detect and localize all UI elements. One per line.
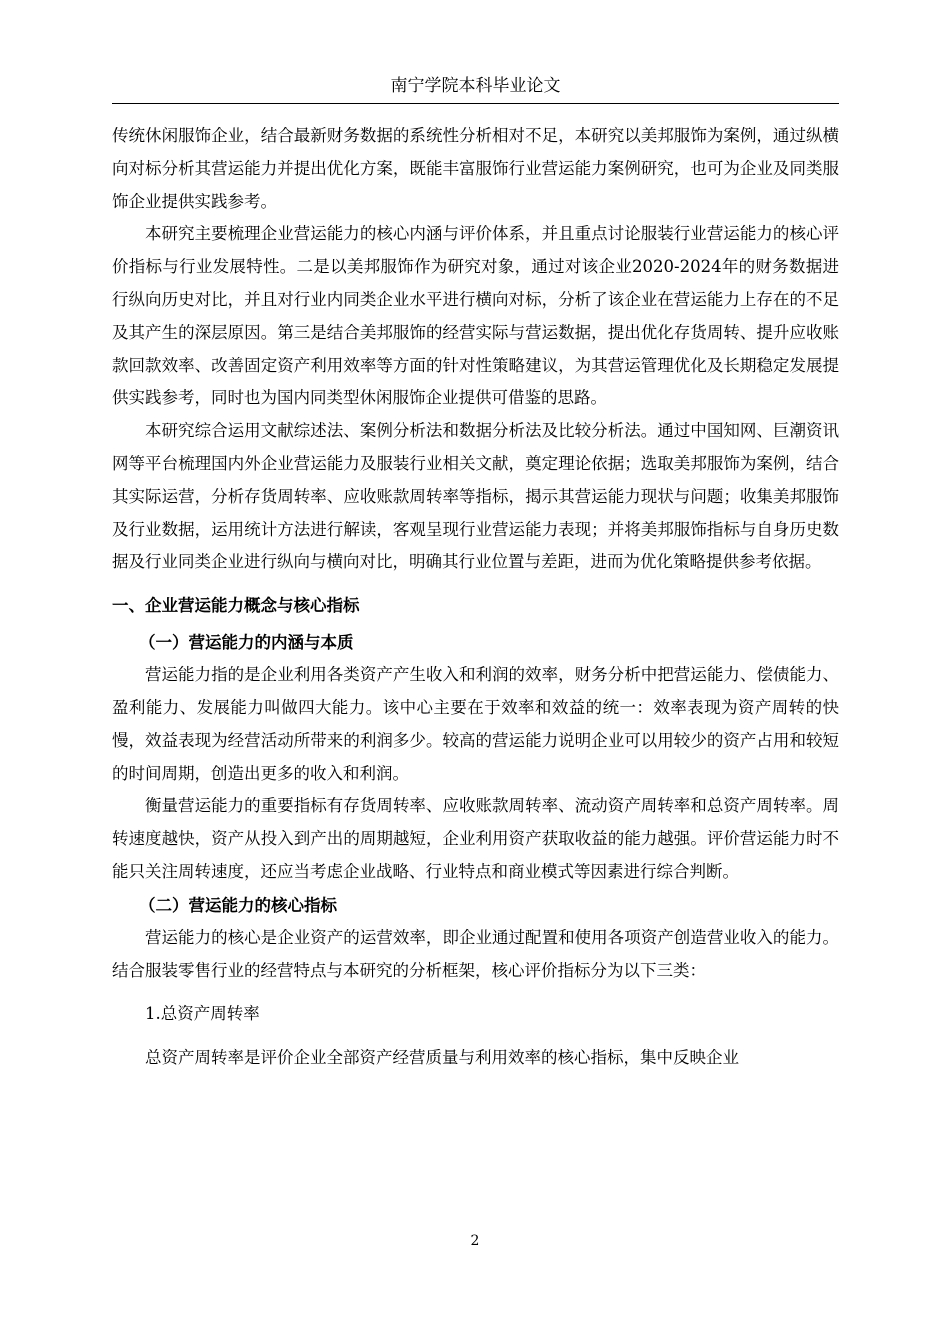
paragraph-core-indicators: 营运能力的核心是企业资产的运营效率，即企业通过配置和使用各项资产创造营业收入的能力。结合服装零售行业的经营特点与本研究的分析框架，核心评价指标分为以下三类：	[112, 927, 839, 980]
paragraph-total-asset-turnover: 总资产周转率是评价企业全部资产经营质量与利用效率的核心指标，集中反映企业	[145, 1048, 739, 1068]
page-header-title: 南宁学院本科毕业论文	[390, 76, 561, 96]
subsection-heading-core-indicators: （二）营运能力的核心指标	[139, 895, 337, 915]
paragraph-research-methods: 本研究综合运用文献综述法、案例分析法和数据分析法及比较分析法。通过中国知网、巨潮资讯网等平台梳理国内外企业营运能力及服装行业相关文献，奠定理论依据；选取美邦服饰为案例，结合其实际运营，分析存货周转率、应收账款周转率等指标，揭示其营运能力现状与问题；收集美邦服饰及行业数据，运用统计方法进行解读，客观呈现行业营运能力表现；并将美邦服饰指标与自身历史数据及行业同类企业进行纵向与横向对比，明确其行业位置与差距，进而为优化策略提供参考依据。	[112, 421, 839, 572]
paragraph-research-content: 本研究主要梳理企业营运能力的核心内涵与评价体系，并且重点讨论服装行业营运能力的核心评价指标与行业发展特性。二是以美邦服饰作为研究对象，通过对该企业2020-2024年的财务数据进行纵向历史对比，并且对行业内同类企业水平进行横向对标，分析了该企业在营运能力上存在的不足及其产生的深层原因。第三是结合美邦服饰的经营实际与营运数据，提出优化存货周转、提升应收账款回款效率、改善固定资产利用效率等方面的针对性策略建议，为其营运管理优化及长期稳定发展提供实践参考，同时也为国内同类型休闲服饰企业提供可借鉴的思路。	[112, 224, 839, 408]
document-body	[112, 120, 839, 1075]
paragraph-connotation: 营运能力指的是企业利用各类资产产生收入和利润的效率，财务分析中把营运能力、偿债能力、盈利能力、发展能力叫做四大能力。该中心主要在于效率和效益的统一：效率表现为资产周转的快慢，效益表现为经营活动所带来的利润多少。较高的营运能力说明企业可以用较少的资产占用和较短的时间周期，创造出更多的收入和利润。	[112, 665, 839, 783]
paragraph-measurement: 衡量营运能力的重要指标有存货周转率、应收账款周转率、流动资产周转率和总资产周转率。周转速度越快，资产从投入到产出的周期越短，企业利用资产获取收益的能力越强。评价营运能力时不能只关注周转速度，还应当考虑企业战略、行业特点和商业模式等因素进行综合判断。	[112, 796, 839, 881]
header-divider	[112, 103, 839, 104]
section-heading-1: 一、企业营运能力概念与核心指标	[112, 596, 360, 616]
subsection-heading-connotation: （一）营运能力的内涵与本质	[139, 633, 354, 653]
paragraph-continued: 传统休闲服饰企业，结合最新财务数据的系统性分析相对不足，本研究以美邦服饰为案例，通过纵横向对标分析其营运能力并提出优化方案，既能丰富服饰行业营运能力案例研究，也可为企业及同类服饰企业提供实践参考。	[112, 126, 839, 211]
page-number: 2	[470, 1233, 480, 1249]
list-item-total-asset-turnover: 1.总资产周转率	[145, 1004, 260, 1024]
